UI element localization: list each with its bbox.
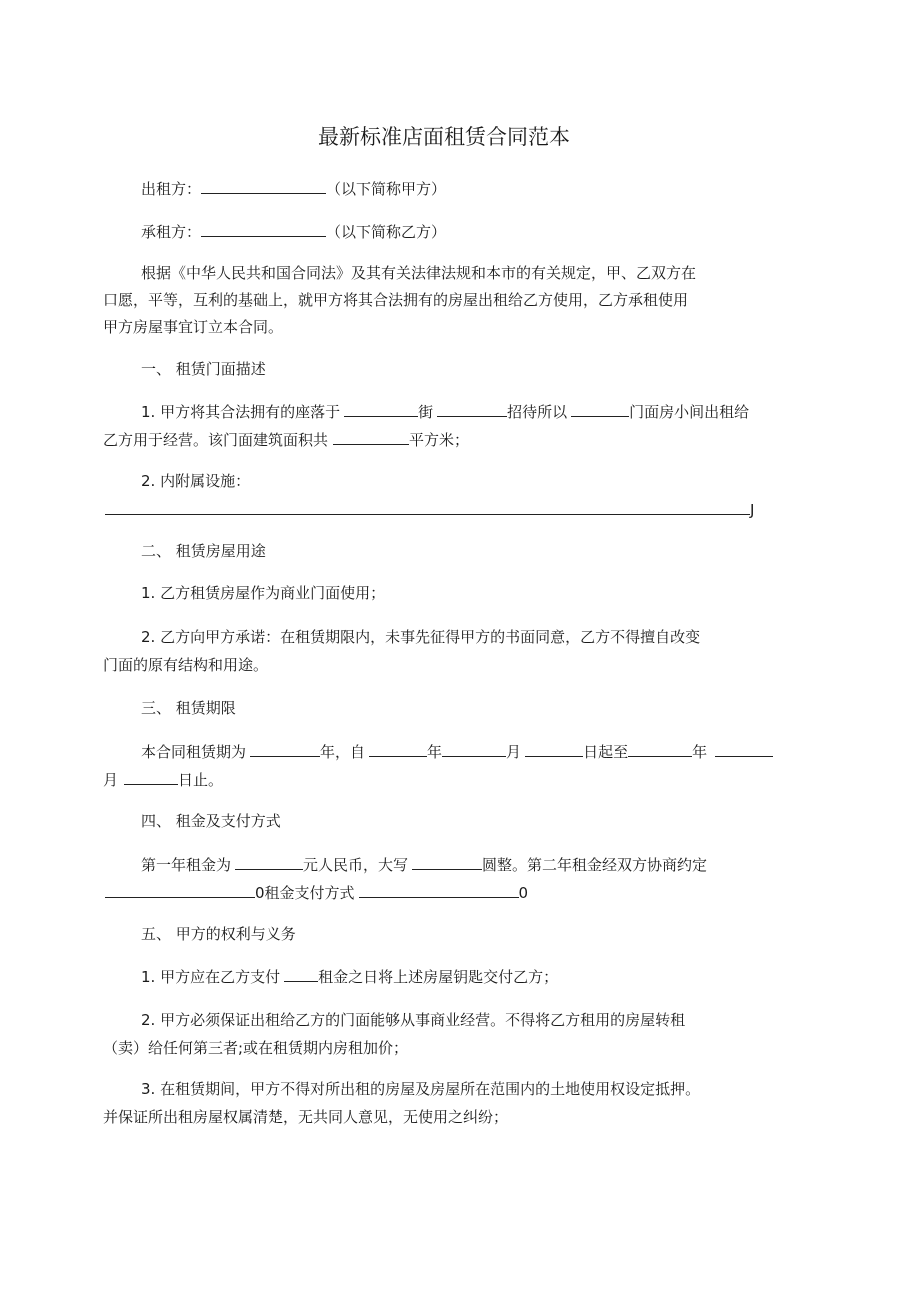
term-years-blank (250, 741, 320, 757)
section4-heading: 四、 租金及支付方式 (141, 812, 281, 830)
start-year-label: 年 (427, 743, 443, 761)
section2-heading: 二、 租赁房屋用途 (141, 542, 266, 560)
end-month-blank (715, 741, 773, 757)
intro-line-1: 根据《中华人民共和国合同法》及其有关法律法规和本市的有关规定，甲、乙双方在 (141, 264, 697, 282)
area-prefix: 乙方用于经营。该门面建筑面积共 (103, 431, 329, 449)
lessor-blank (201, 178, 326, 194)
lessee-blank (201, 221, 326, 237)
payment-label: 0租金支付方式 (255, 884, 355, 902)
section1-item2: 2. 内附属设施： (141, 472, 251, 490)
area-suffix: 平方米； (409, 431, 470, 449)
rent-rmb-label: 元人民币，大写 (303, 856, 409, 874)
facilities-end: J (750, 501, 755, 519)
term-prefix: 本合同租赁期为 (141, 743, 247, 761)
start-month-label: 月 (506, 743, 522, 761)
room-blank (571, 401, 629, 417)
end-month-label: 月 (103, 771, 119, 789)
section1-item1 (141, 401, 749, 422)
street-blank (344, 401, 418, 417)
start-month-blank (442, 741, 506, 757)
area-blank (333, 429, 409, 445)
key-prefix: 1. 甲方应在乙方支付 (141, 968, 281, 986)
key-suffix: 租金之日将上述房屋钥匙交付乙方； (318, 968, 559, 986)
lessor-label: 出租方： (141, 180, 202, 198)
end-year-blank (628, 741, 692, 757)
lessee-line (141, 221, 446, 242)
rent-amount-blank (235, 854, 303, 870)
rent-suffix: 圆整。第二年租金经双方协商约定 (482, 856, 708, 874)
lessor-suffix: （以下简称甲方） (326, 180, 447, 198)
key-blank (284, 966, 318, 982)
term-year-label: 年，自 (320, 743, 366, 761)
payment-end: 0 (518, 884, 529, 902)
second-year-blank (105, 882, 255, 898)
lessee-suffix: （以下简称乙方） (326, 223, 447, 241)
end-year-label: 年 (692, 743, 708, 761)
section2-item2-line2: 门面的原有结构和用途。 (103, 656, 269, 674)
section2-item2-line1: 2. 乙方向甲方承诺：在租赁期限内，未事先征得甲方的书面同意，乙方不得擅自改变 (141, 628, 701, 646)
section3-line1 (141, 741, 773, 762)
section1-item1-line2 (103, 429, 469, 450)
section5-item3-line1: 3. 在租赁期间，甲方不得对所出租的房屋及房屋所在范围内的土地使用权设定抵押。 (141, 1080, 701, 1098)
start-day-label: 日起至 (583, 743, 629, 761)
end-day-blank (124, 769, 178, 785)
intro-line-3: 甲方房屋事宜订立本合同。 (103, 318, 284, 336)
lessor-line (141, 178, 446, 199)
section3-line2 (103, 769, 223, 790)
section3-heading: 三、 租赁期限 (141, 699, 236, 717)
section5-item3-line2: 并保证所出租房屋权属清楚，无共同人意见，无使用之纠纷； (103, 1108, 509, 1126)
section5-item2-line2: （卖）给任何第三者;或在租赁期内房租加价； (103, 1039, 409, 1057)
guesthouse-blank (437, 401, 507, 417)
payment-blank (359, 882, 519, 898)
rent-capital-blank (412, 854, 482, 870)
start-day-blank (525, 741, 583, 757)
facilities-blank (105, 499, 750, 515)
section2-item1: 1. 乙方租赁房屋作为商业门面使用； (141, 584, 386, 602)
facilities-line (105, 499, 754, 520)
section5-heading: 五、 甲方的权利与义务 (141, 925, 296, 943)
section5-item1 (141, 966, 558, 987)
section4-line2 (105, 882, 528, 903)
start-year-blank (369, 741, 427, 757)
end-day-label: 日止。 (178, 771, 224, 789)
section5-item2-line1: 2. 甲方必须保证出租给乙方的门面能够从事商业经营。不得将乙方租用的房屋转租 (141, 1011, 686, 1029)
intro-line-2: 口愿，平等，互利的基础上，就甲方将其合法拥有的房屋出租给乙方使用，乙方承租使用 (103, 291, 689, 309)
lessee-label: 承租方： (141, 223, 202, 241)
section1-heading: 一、 租赁门面描述 (141, 360, 266, 378)
guesthouse-label: 招待所以 (507, 403, 568, 421)
rent-out-label: 门面房小间出租给 (629, 403, 750, 421)
street-label: 街 (418, 403, 434, 421)
document-title: 最新标准店面租赁合同范本 (318, 125, 570, 149)
rent-prefix: 第一年租金为 (141, 856, 232, 874)
section4-line1 (141, 854, 707, 875)
section1-item1-prefix: 1. 甲方将其合法拥有的座落于 (141, 403, 341, 421)
